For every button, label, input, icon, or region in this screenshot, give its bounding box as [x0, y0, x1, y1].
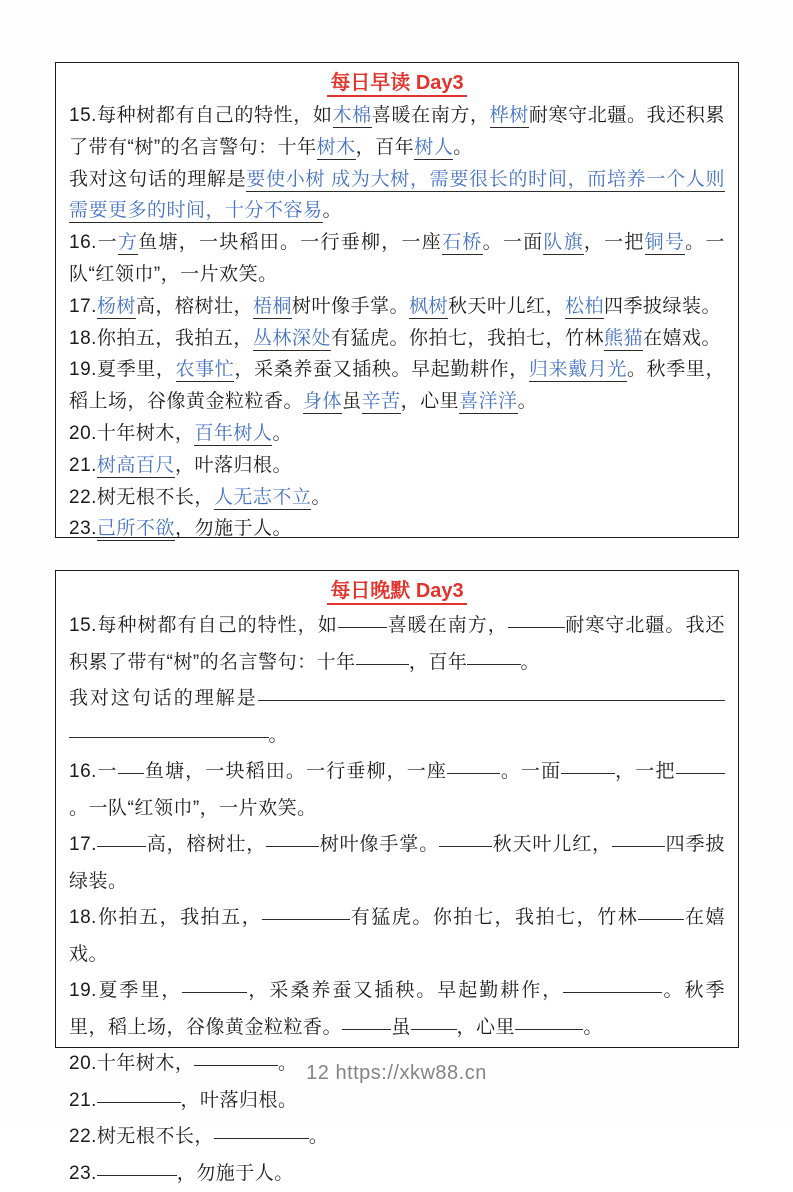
text-segment: ，百年 — [409, 652, 468, 673]
text-segment: 。 — [521, 652, 541, 673]
item-21 — [69, 1083, 725, 1120]
text-segment: 。秋季里，稻上场，谷像黄金粒粒香。 — [69, 980, 725, 1038]
text-segment: 四季披绿装。 — [69, 834, 725, 892]
answer-text: 人无志不立 — [214, 487, 312, 510]
item-16 — [69, 754, 725, 827]
text-segment: 21. — [69, 455, 97, 476]
fill-in-blank — [97, 1083, 181, 1103]
answer-text: 石桥 — [442, 232, 483, 255]
answer-text: 己所不欲 — [97, 518, 175, 541]
answer-text: 铜号 — [645, 232, 686, 255]
text-segment: 在嬉戏。 — [69, 907, 725, 965]
text-segment: 树叶像手掌。 — [319, 834, 439, 855]
answer-text: 枫树 — [409, 296, 448, 319]
fill-in-blank — [356, 645, 409, 665]
fill-in-blank — [118, 754, 145, 774]
text-segment: 耐寒守北疆。我还积累了带有“树”的名言警句：十年 — [69, 615, 725, 673]
text-segment: ，一把 — [615, 761, 676, 782]
text-segment: 。一面 — [500, 761, 561, 782]
item-20 — [69, 418, 725, 450]
answer-text: 喜洋洋 — [459, 391, 518, 414]
morning-reading-title — [69, 68, 725, 98]
text-segment: ，叶落归根。 — [181, 1090, 298, 1111]
text-segment: 。一队“红领巾”，一片欢笑。 — [69, 232, 725, 285]
text-segment: 22.树无根不长， — [69, 487, 214, 508]
text-segment: 高，榕树壮， — [136, 296, 253, 317]
fill-in-blank — [561, 754, 614, 774]
item-22 — [69, 482, 725, 514]
answer-text: 松柏 — [565, 296, 604, 319]
item-23 — [69, 513, 725, 545]
text-segment: 。 — [518, 391, 538, 412]
text-segment: ，一把 — [584, 232, 645, 253]
answer-text: 要使小树 成为大树，需要很长的时间，而培养一个人则需要更多的时间，十分不容易 — [69, 169, 725, 224]
item-15-comprehension — [69, 164, 725, 228]
text-segment: 。一面 — [483, 232, 544, 253]
fill-in-blank — [515, 1010, 583, 1030]
text-segment: 23. — [69, 518, 97, 539]
text-segment: ，百年 — [356, 137, 415, 158]
item-17 — [69, 291, 725, 323]
fill-in-blank — [447, 754, 500, 774]
text-segment: ，采桑养蚕又插秧。早起勤耕作， — [247, 980, 563, 1001]
answer-text: 熊猫 — [604, 328, 643, 351]
text-segment: 。 — [453, 137, 473, 158]
text-segment: 我对这句话的理解是 — [69, 169, 246, 190]
answer-text: 辛苦 — [362, 391, 401, 414]
answer-text: 树人 — [414, 137, 453, 160]
text-segment: 四季披绿装。 — [604, 296, 721, 317]
answer-text: 梧桐 — [253, 296, 292, 319]
text-segment: 有猛虎。你拍七，我拍七，竹林 — [350, 907, 639, 928]
item-19 — [69, 354, 725, 418]
text-segment: 我对这句话的理解是 — [69, 688, 258, 709]
fill-in-blank — [508, 608, 565, 628]
fill-in-blank — [411, 1010, 457, 1030]
text-segment: 16.一 — [69, 232, 118, 253]
answer-text: 树木 — [317, 137, 356, 160]
fill-in-blank — [258, 681, 725, 701]
item-16 — [69, 227, 725, 291]
fill-in-blank — [676, 754, 725, 774]
text-segment: ，采桑养蚕又插秧。早起勤耕作， — [234, 359, 528, 380]
text-segment: 。 — [278, 1053, 298, 1074]
text-segment: 鱼塘，一块稻田。一行垂柳，一座 — [138, 232, 442, 253]
text-segment: 19.夏季里， — [69, 980, 182, 1001]
fill-in-blank — [612, 827, 665, 847]
text-segment: 鱼塘，一块稻田。一行垂柳，一座 — [144, 761, 447, 782]
item-23 — [69, 1156, 725, 1192]
evening-dictation-content — [69, 608, 725, 1192]
text-segment: 有猛虎。你拍七，我拍七，竹林 — [331, 328, 604, 349]
fill-in-blank — [97, 1156, 177, 1176]
text-segment: 。 — [269, 725, 289, 746]
text-segment: 秋天叶儿红， — [448, 296, 565, 317]
text-segment: 22.树无根不长， — [69, 1126, 214, 1147]
text-segment: 喜暖在南方， — [372, 105, 490, 126]
evening-dictation-title-text: 每日晚默 Day3 — [327, 580, 466, 605]
text-segment: 秋天叶儿红， — [492, 834, 612, 855]
text-segment: 21. — [69, 1090, 97, 1111]
item-18 — [69, 323, 725, 355]
answer-text: 身体 — [303, 391, 342, 414]
item-15 — [69, 100, 725, 164]
text-segment: 高，榕树壮， — [146, 834, 266, 855]
item-22 — [69, 1119, 725, 1156]
text-segment: 。一队“红领巾”，一片欢笑。 — [69, 798, 317, 819]
text-segment: 20.十年树木， — [69, 1053, 194, 1074]
text-segment: 虽 — [342, 391, 362, 412]
answer-text: 农事忙 — [176, 359, 235, 382]
text-segment: 树叶像手掌。 — [292, 296, 409, 317]
answer-text: 归来戴月光 — [529, 359, 627, 382]
text-segment: 。 — [272, 423, 292, 444]
item-15-comprehension — [69, 681, 725, 754]
text-segment: 15.每种树都有自己的特性，如 — [69, 615, 338, 636]
fill-in-blank — [214, 1119, 309, 1139]
text-segment: 。 — [583, 1017, 603, 1038]
answer-text: 百年树人 — [194, 423, 272, 446]
text-segment: 20.十年树木， — [69, 423, 194, 444]
text-segment: 。 — [309, 1126, 329, 1147]
item-15 — [69, 608, 725, 681]
text-segment: 喜暖在南方， — [387, 615, 508, 636]
answer-text: 丛林深处 — [253, 328, 331, 351]
fill-in-blank — [266, 827, 319, 847]
evening-dictation-box — [55, 570, 739, 1048]
text-segment: 。 — [311, 487, 331, 508]
fill-in-blank — [638, 900, 684, 920]
answer-text: 杨树 — [97, 296, 136, 319]
answer-text: 队旗 — [543, 232, 584, 255]
text-segment: 17. — [69, 834, 97, 855]
item-21 — [69, 450, 725, 482]
morning-reading-title-text: 每日早读 Day3 — [327, 72, 466, 97]
answer-text: 树高百尺 — [97, 455, 175, 478]
text-segment: 在嬉戏。 — [643, 328, 721, 349]
fill-in-blank — [97, 827, 146, 847]
text-segment: 。秋季里，稻上场，谷像黄金粒粒香。 — [69, 359, 725, 412]
text-segment: 18.你拍五，我拍五， — [69, 907, 262, 928]
text-segment: 耐寒守北疆。我还积累了带有“树”的名言警句：十年 — [69, 105, 725, 158]
morning-reading-content — [69, 100, 725, 545]
text-segment: 虽 — [391, 1017, 411, 1038]
text-segment: 23. — [69, 1163, 97, 1184]
text-segment: ，勿施于人。 — [175, 518, 292, 539]
item-18 — [69, 900, 725, 973]
text-segment: 16.一 — [69, 761, 118, 782]
fill-in-blank — [69, 718, 269, 738]
fill-in-blank — [563, 973, 662, 993]
fill-in-blank — [467, 645, 520, 665]
fill-in-blank — [342, 1010, 391, 1030]
text-segment: 17. — [69, 296, 97, 317]
fill-in-blank — [262, 900, 349, 920]
text-segment: ，叶落归根。 — [175, 455, 292, 476]
answer-text: 桦树 — [490, 105, 529, 128]
answer-text: 方 — [118, 232, 138, 255]
item-19 — [69, 973, 725, 1046]
text-segment: 15.每种树都有自己的特性，如 — [69, 105, 333, 126]
evening-dictation-title — [69, 576, 725, 606]
text-segment: 。 — [323, 200, 343, 221]
text-segment: ，心里 — [401, 391, 460, 412]
fill-in-blank — [338, 608, 387, 628]
fill-in-blank — [182, 973, 247, 993]
text-segment: ，勿施于人。 — [177, 1163, 294, 1184]
text-segment: 18.你拍五，我拍五， — [69, 328, 253, 349]
answer-text: 木棉 — [333, 105, 372, 128]
morning-reading-box — [55, 62, 739, 538]
page-footer: 12 https://xkw88.cn — [0, 1062, 793, 1085]
text-segment: ，心里 — [457, 1017, 516, 1038]
text-segment: 19.夏季里， — [69, 359, 176, 380]
item-17 — [69, 827, 725, 900]
fill-in-blank — [439, 827, 492, 847]
